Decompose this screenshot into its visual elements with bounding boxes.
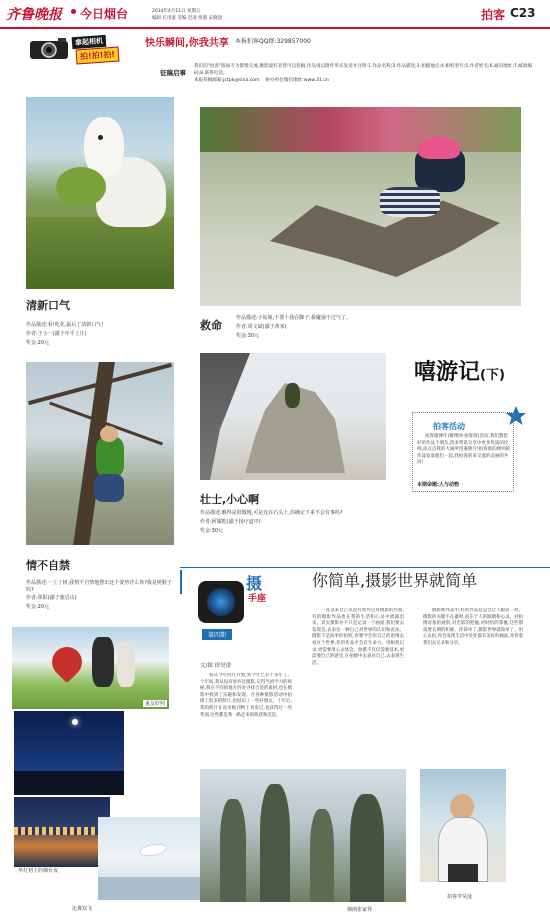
photo4-author: 作者:领阳(鄙于鹿岩山): [26, 595, 77, 601]
feature-title-suffix: (下): [480, 368, 505, 383]
paper-name: 齐鲁晚报: [6, 7, 62, 23]
column-text-1: 我从今年四月开始,到今年已有十多年了。十年间,我从没有放弃过摄影,记得当初学习的时候,我在不同的地方四处寻找合适的素材,也在摄影中找到了乐趣和发现。在各种摄影活动中拍摄了很多的照片,也结识了一些好朋友。十年后,我的照片在省市级刊物上刊发过,也获得过一些奖项,这些都是我一路走来的收获和沉淀。: [200, 673, 292, 718]
activity-box: [412, 412, 514, 492]
slogan: 快乐瞬间,你我共享: [145, 38, 229, 49]
notice-wechat: 协办单位微信地址:www.31.cn: [265, 77, 329, 83]
qq-group: 本报拍客QQ群:329857000: [235, 38, 311, 45]
page-number: C23: [510, 6, 536, 20]
activity-title: 拍客活动: [433, 422, 465, 431]
photo1-author: 作者:王小一(鄙于年平上庄): [26, 331, 87, 337]
column-text-3: 摄影师作品中,好的作品总是会让人眼前一亮。摄影的关键不在器材,而在于人的眼睛和心灵。对拍摄对象的观察,对光影的把握,对时机的掌握,这些都需要长期的积累。你简单了,摄影世界就简单了。用心去拍,你会发现生活中处处都有美好的画面,等待着我们去记录和分享。: [423, 608, 523, 646]
goat-photo: [26, 97, 174, 289]
photo2-prize: 奖金:30元: [236, 333, 260, 339]
photo3-title: 壮士,小心啊: [200, 493, 260, 506]
date-line: 2014年4月11日 星期五: [152, 9, 201, 14]
column-logo: [198, 571, 276, 651]
feature-title-main: 嘻游记: [414, 360, 481, 385]
coastal-photo: [14, 797, 110, 867]
photo1-desc: 作品描述:看!吃花,最后了清新口气!: [26, 322, 104, 328]
swan-caption: 比翼双飞: [72, 906, 93, 912]
photo4-title: 情不自禁: [26, 559, 70, 572]
coastal-caption: 华灯初上的烟台夜: [18, 868, 59, 874]
photo4-prize: 奖金:20元: [26, 604, 50, 610]
author-caption: 拍客李昊淦: [447, 894, 473, 900]
lens-icon: [198, 581, 244, 623]
photo3-prize: 奖金:30元: [200, 528, 224, 534]
wedding-photo: [12, 627, 169, 709]
column-logo-sub: 手座: [248, 594, 267, 604]
tree-photo: [26, 362, 174, 545]
photo2-desc: 作品描述:小姑娘,不要十我在脚子,我魔强不过气了。: [236, 315, 351, 321]
section-label: 拍客: [481, 8, 506, 22]
column-byline: 文/图 徐昊淦: [200, 663, 232, 669]
column-headline: 你简单,摄影世界就简单: [312, 571, 478, 590]
notice-email: 本报投稿邮箱:jctpk@sina.com: [194, 77, 260, 83]
column-accent: [180, 570, 182, 594]
photo1-title: 清新口气: [26, 299, 70, 312]
header: [0, 0, 550, 30]
author-photo: [420, 769, 506, 882]
notice-body: 我们的"拍客"版面专为影像交流,摄影爱好者皆可以投稿,作品请以附件形式发送并注明:1.作品名称;2.作品描述;3.拍摄地点;4.相机型号;5.作者姓名;6.通讯地址;7.邮政编码;8.联系电话。: [194, 64, 533, 76]
photo1-prize: 奖金:20元: [26, 340, 50, 346]
dot-icon: [71, 9, 76, 14]
notice-label: 征稿启事: [160, 69, 186, 77]
editors-line: 编辑 孔用童 美编 迟凌 组版 宋晓晨: [152, 16, 223, 21]
mountain-photo: [200, 769, 406, 902]
swan-photo: [98, 817, 202, 900]
wedding-caption: 童友好照: [144, 701, 165, 707]
paike-logo: [28, 33, 133, 63]
column-badge: 第四期: [202, 629, 232, 640]
column-text-2: 一直以来自己从没有放弃过对摄影的热爱,有的摄影作品也在我的生活和心灵中流露出来。其实摄影并不只是记录一个画面,我们要去发现美,去表达一种自己对世界的认识和看法。摄影不是简单的拍照,你要学会用自己的思维去看这个世界,你的作品才会有生命力。用相机记录,更需要用心去体会。拍摄不仅仅需要技术,更需要自己的感受,在拍摄中去表达自己,去表现生活。: [312, 608, 404, 666]
activity-topic: 本期命题:人与动物: [417, 482, 460, 488]
rock-photo: [200, 353, 386, 480]
logo-text-2: 拍!拍!拍!: [76, 47, 120, 65]
header-rule: [0, 27, 550, 29]
photo3-author: 作者:阿耀乾(鄙于扬疗道中): [200, 519, 261, 525]
night-sky-photo: [14, 711, 124, 795]
logo-text-1: 拿起相机: [72, 35, 107, 49]
column-logo-main: 摄: [246, 574, 263, 593]
mountain-caption: 烟雨张家界: [347, 907, 373, 913]
photo4-desc: 作品描述:一上了树,我情不自禁地摆出这个姿势抒么你?我是树猴子吗?: [26, 580, 172, 593]
eagle-photo: [200, 107, 521, 306]
feature-title: [414, 355, 505, 386]
photo2-title: 救命: [200, 319, 222, 332]
notice-text: [194, 64, 540, 84]
photo3-desc: 作品描述:瞧得是很傲慢,可是这在石头上,你确定下来不会有事吗?: [200, 510, 343, 516]
edition-name: 今日烟台: [80, 7, 129, 21]
photo2-author: 作者:周文斌(鄙于黄米): [236, 324, 287, 330]
activity-text: 拍客微博住(微博网·拍客群)活动,我们想把好的作品个朋友,留多资讯分享中更多优质的比例,而点点我的大画所用兼照片!拍客新的规则的作品发发他们一起,我拍客的来交流的美丽的共同!: [417, 434, 511, 466]
